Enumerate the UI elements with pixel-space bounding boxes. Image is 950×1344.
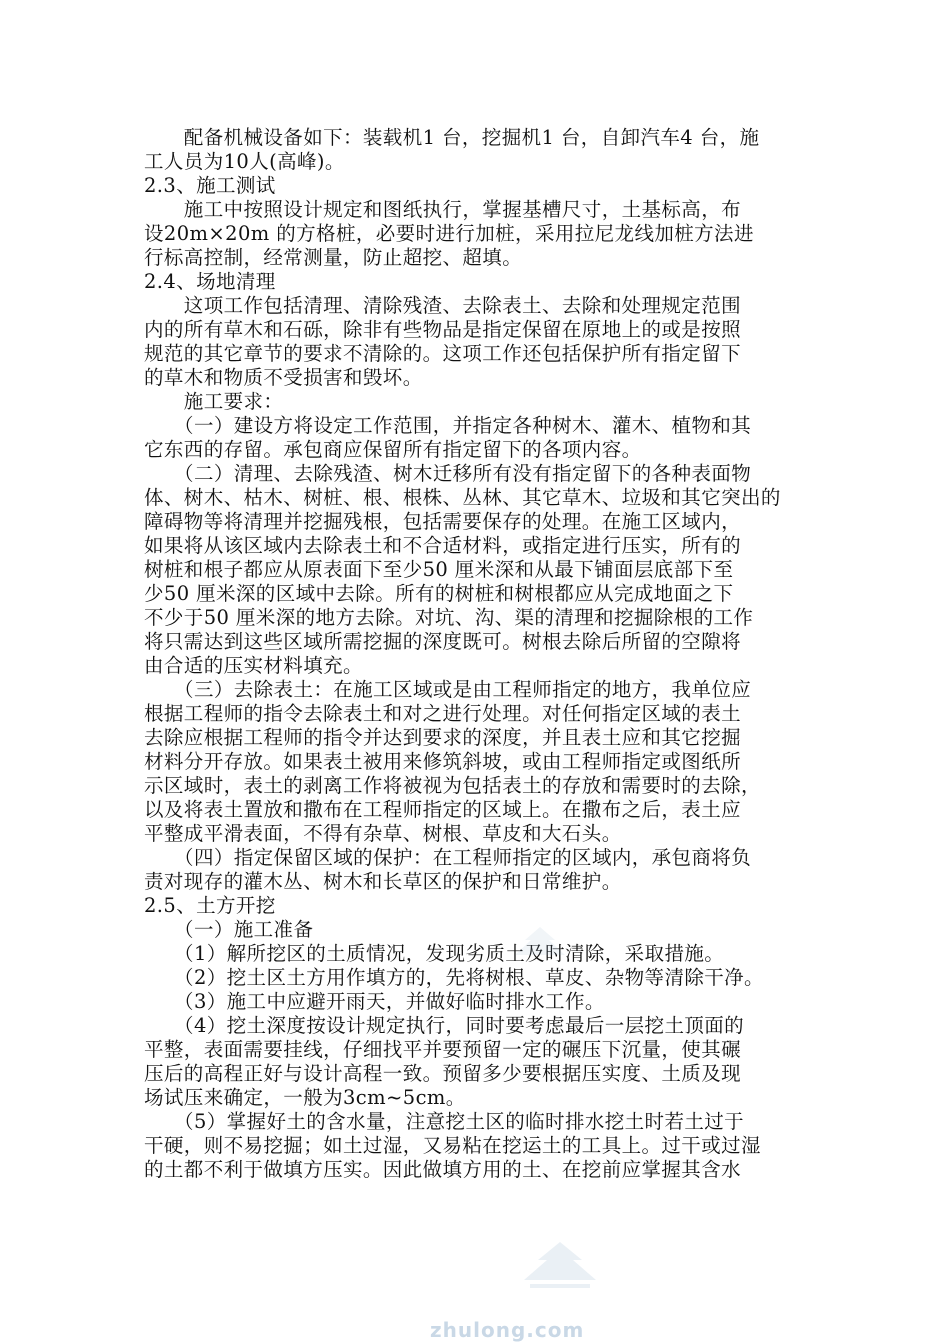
text-line: 设20m×20m 的方格桩，必要时进行加桩，采用拉尼龙线加桩方法进 xyxy=(144,222,754,245)
text-line: 少50 厘米深的区域中去除。所有的树桩和树根都应从完成地面之下 xyxy=(144,582,734,605)
text-line: 由合适的压实材料填充。 xyxy=(144,654,363,677)
text-line: 工人员为10人(高峰)。 xyxy=(144,150,345,173)
watermark-text: zhulong.com xyxy=(430,1318,585,1342)
text-line: 平整成平滑表面，不得有杂草、树根、草皮和大石头。 xyxy=(144,822,622,845)
text-line: （一）施工准备 xyxy=(144,918,314,941)
text-line: 如果将从该区域内去除表土和不合适材料，或指定进行压实，所有的 xyxy=(144,534,742,557)
text-line: 的土都不利于做填方压实。因此做填方用的土、在挖前应掌握其含水 xyxy=(144,1158,742,1181)
text-line: 施工中按照设计规定和图纸执行，掌握基槽尺寸，土基标高，布 xyxy=(144,198,742,221)
text-line: （4）挖土深度按设计规定执行，同时要考虑最后一层挖土顶面的 xyxy=(144,1014,745,1037)
text-line: 场试压来确定，一般为3cm~5cm。 xyxy=(144,1086,466,1109)
text-line: 规范的其它章节的要求不清除的。这项工作还包括保护所有指定留下 xyxy=(144,342,742,365)
text-line: 示区域时，表土的剥离工作将被视为包括表土的存放和需要时的去除， xyxy=(144,774,761,797)
text-line: 这项工作包括清理、清除残渣、去除表土、去除和处理规定范围 xyxy=(144,294,742,317)
text-line: 干硬，则不易挖掘；如土过湿，又易粘在挖运土的工具上。过干或过湿 xyxy=(144,1134,761,1157)
text-line: 障碍物等将清理并挖掘残根，包括需要保存的处理。在施工区域内， xyxy=(144,510,742,533)
text-line: 将只需达到这些区域所需挖掘的深度既可。树根去除后所留的空隙将 xyxy=(144,630,742,653)
text-line: 材料分开存放。如果表土被用来修筑斜坡，或由工程师指定或图纸所 xyxy=(144,750,742,773)
text-line: 以及将表土置放和撒布在工程师指定的区域上。在撒布之后，表土应 xyxy=(144,798,742,821)
text-line: （二）清理、去除残渣、树木迁移所有没有指定留下的各种表面物 xyxy=(144,462,752,485)
text-line: 它东西的存留。承包商应保留所有指定留下的各项内容。 xyxy=(144,438,642,461)
text-line: 施工要求： xyxy=(144,390,284,413)
text-line: 根据工程师的指令去除表土和对之进行处理。对任何指定区域的表土 xyxy=(144,702,742,725)
text-line: （1）解所挖区的土质情况，发现劣质土及时清除，采取措施。 xyxy=(144,942,725,965)
text-line: 责对现存的灌木丛、树木和长草区的保护和日常维护。 xyxy=(144,870,622,893)
text-line: （2）挖土区土方用作填方的，先将树根、草皮、杂物等清除干净。 xyxy=(144,966,764,989)
text-line: 体、树木、枯木、树桩、根、根株、丛林、其它草木、垃圾和其它突出的 xyxy=(144,486,781,509)
text-line: 去除应根据工程师的指令并达到要求的深度，并且表土应和其它挖掘 xyxy=(144,726,742,749)
text-line: 2.5、土方开挖 xyxy=(144,894,276,917)
text-line: 不少于50 厘米深的地方去除。对坑、沟、渠的清理和挖掘除根的工作 xyxy=(144,606,754,629)
watermark-logo xyxy=(500,1240,620,1300)
text-line: （四）指定保留区域的保护：在工程师指定的区域内，承包商将负 xyxy=(144,846,752,869)
text-line: 配备机械设备如下：装载机1 台，挖掘机1 台，自卸汽车4 台，施 xyxy=(144,126,760,149)
text-line: 的草木和物质不受损害和毁坏。 xyxy=(144,366,423,389)
text-line: 树桩和根子都应从原表面下至少50 厘米深和从最下铺面层底部下至 xyxy=(144,558,734,581)
text-line: （一）建设方将设定工作范围，并指定各种树木、灌木、植物和其 xyxy=(144,414,752,437)
text-line: 平整，表面需要挂线，仔细找平并要预留一定的碾压下沉量，使其碾 xyxy=(144,1038,742,1061)
text-line: 内的所有草木和石砾，除非有些物品是指定保留在原地上的或是按照 xyxy=(144,318,742,341)
text-line: （3）施工中应避开雨天，并做好临时排水工作。 xyxy=(144,990,605,1013)
text-line: （5）掌握好土的含水量，注意挖土区的临时排水挖土时若土过于 xyxy=(144,1110,745,1133)
text-line: 2.3、施工测试 xyxy=(144,174,276,197)
text-line: 压后的高程正好与设计高程一致。预留多少要根据压实度、土质及现 xyxy=(144,1062,742,1085)
text-line: （三）去除表土：在施工区域或是由工程师指定的地方，我单位应 xyxy=(144,678,752,701)
text-line: 2.4、场地清理 xyxy=(144,270,276,293)
text-line: 行标高控制，经常测量，防止超挖、超填。 xyxy=(144,246,523,269)
